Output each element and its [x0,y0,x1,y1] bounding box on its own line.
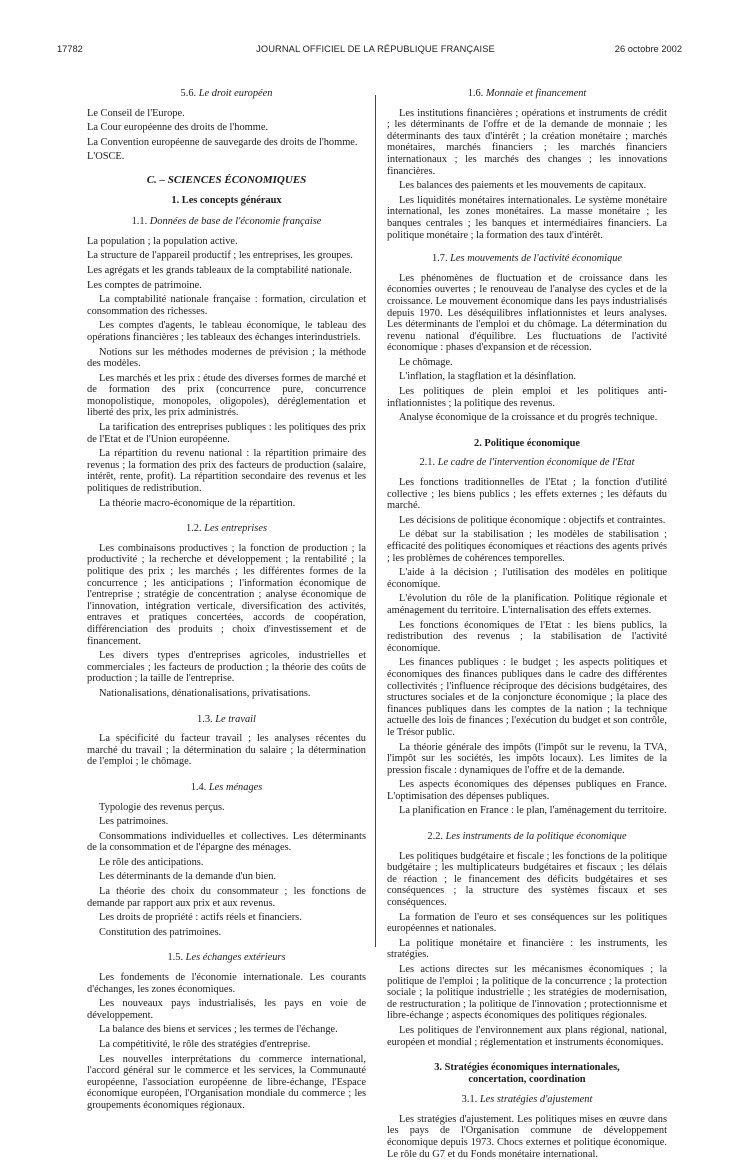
page-header [0,44,751,58]
heading-title: Données de base de l'économie française [149,216,322,228]
paragraph: Les fonctions économiques de l'Etat : les biens publics, la redistribution des revenus ; la stabilisation de l'activité économique. [387,619,667,654]
paragraph: Notions sur les méthodes modernes de prévision ; la méthode des modèles. [87,346,366,370]
heading-title: Les instruments de la politique économique [445,831,627,843]
heading-3-1 [387,1094,667,1106]
heading-title: Les mouvements de l'activité économique [450,253,623,265]
heading-1-1 [87,216,366,228]
section-1-2-body [87,543,366,700]
section-1-3-body [87,733,366,768]
heading-number: 2.2. [427,831,444,843]
heading-title: Les entreprises [204,523,268,535]
paragraph: Les finances publiques : le budget ; les aspects politiques et économiques des finances publiques dans le cadre des différentes collectivités ; l'influence réciproque des décisions budgétaires, des structures sociales et de la conjoncture économique ; la place des finances publiques dans les comptes de la nation ; la technique actuelle des lois de finances ; l'exécution du budget et son contrôle, le Trésor public. [387,657,667,738]
section-5-6-items [87,108,366,163]
paragraph: Analyse économique de la croissance et du progrès technique. [399,412,658,424]
heading-2-1 [387,457,667,469]
paragraph: L'OSCE. [87,151,125,163]
heading-title: Monnaie et financement [485,88,587,99]
paragraph: Les nouveaux pays industrialisés, les pays en voie de développement. [87,998,366,1021]
paragraph: Les décisions de politique économique : objectifs et contraintes. [399,514,666,526]
heading-5-6 [87,88,366,100]
paragraph: Les déterminants de la demande d'un bien. [99,871,277,883]
paragraph: Les fondements de l'économie internationale. Les courants d'échanges, les zones économiques. [87,972,366,995]
heading-number: 1.4. [190,781,207,793]
heading-title: Le cadre de l'intervention économique de l'Etat [437,457,635,469]
chapter-3-heading-line1: 3. Stratégies économiques internationales, [434,1062,620,1074]
paragraph: Les politiques de plein emploi et les politiques anti-inflationnistes ; la politique des revenus. [387,386,667,409]
paragraph: Les combinaisons productives ; la fonction de production ; la productivité ; la recherche et développement ; la rentabilité ; la politique des prix ; les marchés ; les différentes formes de la concurrence ; les anticipations ; l'information économique de l'entreprise ; stratégie de concentration ; analyse économique de l'innovation, intégration verticale, diversification des activités, entraves et pratiques concertées, accords de coopération, différenciation des produits ; choix d'investissement et de financement. [87,542,366,647]
paragraph: La formation de l'euro et ses conséquences sur les politiques européennes et nationales. [387,911,667,935]
paragraph: La politique monétaire et financière : les instruments, les stratégies. [387,937,667,961]
paragraph: Les politiques budgétaire et fiscale ; les fonctions de la politique budgétaire ; les multiplicateurs budgétaires et fiscaux ; les délais de réaction ; le financement des déficits budgétaires et ses conséquences ; la structure des systèmes fiscaux et ses conséquences. [387,850,667,909]
heading-1-2 [87,523,366,535]
paragraph: Le débat sur la stabilisation ; les modèles de stabilisation ; efficacité des politiques économiques et réactions des agents privés ; les problèmes de cohérences temporelles. [387,529,667,564]
heading-2-2 [387,831,667,843]
paragraph: L'évolution du rôle de la planification. Politique régionale et aménagement du territoire. L'internalisation des effets externes. [387,593,667,616]
heading-number: 5.6. [180,88,197,99]
paragraph: La structure de l'appareil productif ; les entreprises, les groupes. [87,250,353,262]
paragraph: La planification en France : le plan, l'aménagement du territoire. [399,805,667,817]
paragraph: Le rôle des anticipations. [99,856,204,868]
paragraph: Les aspects économiques des dépenses publiques en France. L'optimisation des dépenses publiques. [387,779,667,802]
paragraph: Les balances des paiements et les mouvements de capitaux. [399,180,647,192]
paragraph: Le Conseil de l'Europe. [87,107,185,119]
section-3-1-body [387,1114,667,1160]
heading-number: 1.5. [167,952,184,964]
heading-number: 1.7. [431,253,448,265]
section-2-1-body [387,477,667,817]
chapter-3-heading [387,1062,667,1086]
chapter-3-heading-line2: concertation, coordination [468,1074,586,1086]
section-1-1-body [87,236,366,509]
heading-title: Le travail [215,713,256,725]
section-c-heading: C. – SCIENCES ÉCONOMIQUES [146,173,307,186]
paragraph: Consommations individuelles et collectives. Les déterminants de la consommation et de l'épargne des ménages. [87,830,366,854]
paragraph: La répartition du revenu national : la répartition primaire des revenus ; la formation des prix des facteurs de production (salaire, intérêt, rente, profit). La répartition secondaire des revenus et les politiques de redistribution. [87,448,366,495]
chapter-2-heading: 2. Politique économique [474,437,580,449]
paragraph: Les nouvelles interprétations du commerce international, l'accord général sur le commerce et les services, la Communauté européenne, l'association européenne de libre-échange, l'Espace économique européen, l'Organisation mondiale du commerce ; les groupements économiques régionaux. [87,1053,366,1111]
heading-1-7 [387,253,667,265]
heading-title: Le droit européen [198,88,273,99]
paragraph: Les divers types d'entreprises agricoles, industrielles et commerciales ; les facteurs de production ; la théorie des coûts de production ; la taille de l'entreprise. [87,650,366,685]
heading-1-6 [387,88,667,100]
paragraph: La spécificité du facteur travail ; les analyses récentes du marché du travail ; la détermination du salaire ; la détermination de l'emploi ; le chômage. [87,733,366,768]
heading-1-3 [87,714,366,726]
paragraph: Les institutions financières ; opérations et instruments de crédit ; les déterminants de l'offre et de la demande de monnaie ; les déterminants des taux d'intérêt ; la création monétaire ; marchés monétaires, marchés financiers ; les marchés financiers internationaux ; les marchés des changes ; les innovations financières. [387,107,667,177]
paragraph: La théorie générale des impôts (l'impôt sur le revenu, la TVA, l'impôt sur les sociétés, les impôts locaux). Les limites de la pression fiscale : dynamiques de l'offre et de la demande. [387,741,667,776]
right-column [387,88,667,1160]
section-1-4-body [87,802,366,939]
paragraph: Les actions directes sur les mécanismes économiques ; la politique de l'emploi ; la politique de la concurrence ; la protection sociale ; la politique industrielle ; les stratégies de modernisation, de restructuration ; la politique de l'innovation ; protectionnisme et libre-échange ; aspects économiques des politiques régionales. [387,964,667,1022]
heading-number: 1.2. [185,523,202,535]
paragraph: Les liquidités monétaires internationales. Le système monétaire international, les zones monétaires. La masse monétaire ; les banques centrales ; les banques et intermédiaires financiers. La politique monétaire ; la formation des taux d'intérêt. [387,194,667,241]
heading-number: 1.3. [197,713,213,725]
paragraph: L'aide à la décision ; l'utilisation des modèles en politique économique. [387,567,667,590]
publication-date: 26 octobre 2002 [614,44,682,54]
paragraph: Typologie des revenus perçus. [99,801,225,813]
paragraph: La population ; la population active. [87,235,238,247]
heading-title: Les ménages [208,781,263,793]
paragraph: La théorie des choix du consommateur ; les fonctions de demande par rapport aux prix et aux revenus. [87,886,366,909]
paragraph: La comptabilité nationale française : formation, circulation et consommation des richesses. [87,294,366,317]
paragraph: La théorie macro-économique de la répartition. [99,497,296,509]
paragraph: Les droits de propriété : actifs réels et financiers. [99,912,302,924]
paragraph: Les stratégies d'ajustement. Les politiques mises en œuvre dans les pays de l'Organisation commune de développement économique depuis 1973. Chocs externes et politique économique. Le rôle du G7 et du Fonds monétaire international. [387,1113,667,1160]
heading-number: 3.1. [461,1094,478,1106]
paragraph: La compétitivité, le rôle des stratégies d'entreprise. [99,1039,311,1050]
column-divider [375,95,376,947]
paragraph: Les comptes d'agents, le tableau économique, le tableau des opérations financières ; les tableaux des échanges interindustriels. [87,320,366,343]
section-2-2-body [387,851,667,1049]
paragraph: Le chômage. [399,356,453,368]
heading-number: 2.1. [419,457,436,469]
paragraph: Constitution des patrimoines. [99,926,222,938]
paragraph: Les phénomènes de fluctuation et de croissance dans les économies ouvertes ; le renouveau de l'analyse des cycles et de la croissance. Le mouvement économique dans les pays industrialisés depuis 1970. Les déséquilibres inflationnistes et leurs analyses. Les déterminants de l'emploi et du chômage. La détermination du revenu national d'équilibre. Les fluctuations de l'activité économique : phases d'expansion et de récession. [387,272,667,354]
heading-1-5 [87,952,366,964]
paragraph: La Cour européenne des droits de l'homme. [87,122,269,134]
paragraph: Les marchés et les prix : étude des diverses formes de marché et de formation des prix (concurrence pure, concurrence monopolistique, monopoles, oligopoles), déréglementation et liberté des prix, les prix administrés. [87,372,366,419]
heading-1-4 [87,782,366,794]
heading-number: 1.6. [467,88,484,99]
left-column [87,88,366,1112]
paragraph: Les patrimoines. [99,816,169,828]
heading-title: Les stratégies d'ajustement [479,1094,593,1106]
section-1-7-body [387,273,667,424]
chapter-1-heading: 1. Les concepts généraux [171,194,282,206]
journal-title: JOURNAL OFFICIEL DE LA RÉPUBLIQUE FRANÇAISE [256,44,495,54]
paragraph: La Convention européenne de sauvegarde des droits de l'homme. [87,136,358,148]
page-number: 17782 [57,44,83,54]
paragraph: L'inflation, la stagflation et la désinflation. [399,371,577,383]
heading-number: 1.1. [131,216,148,228]
paragraph: La balance des biens et services ; les termes de l'échange. [99,1024,338,1036]
section-1-6-body [387,108,667,242]
paragraph: Les fonctions traditionnelles de l'Etat ; la fonction d'utilité collective ; les biens publics ; les effets externes ; les défauts du marché. [387,477,667,512]
paragraph: Les politiques de l'environnement aux plans régional, national, européen et mondial ; réglementation et instruments économiques. [387,1024,667,1048]
section-1-5-body [87,972,366,1112]
heading-title: Les échanges extérieurs [185,952,286,964]
paragraph: Les agrégats et les grands tableaux de la comptabilité nationale. [87,264,352,276]
paragraph: Nationalisations, dénationalisations, privatisations. [99,687,311,699]
paragraph: Les comptes de patrimoine. [87,279,202,291]
paragraph: La tarification des entreprises publiques : les politiques des prix de l'Etat et de l'Union européenne. [87,422,366,445]
